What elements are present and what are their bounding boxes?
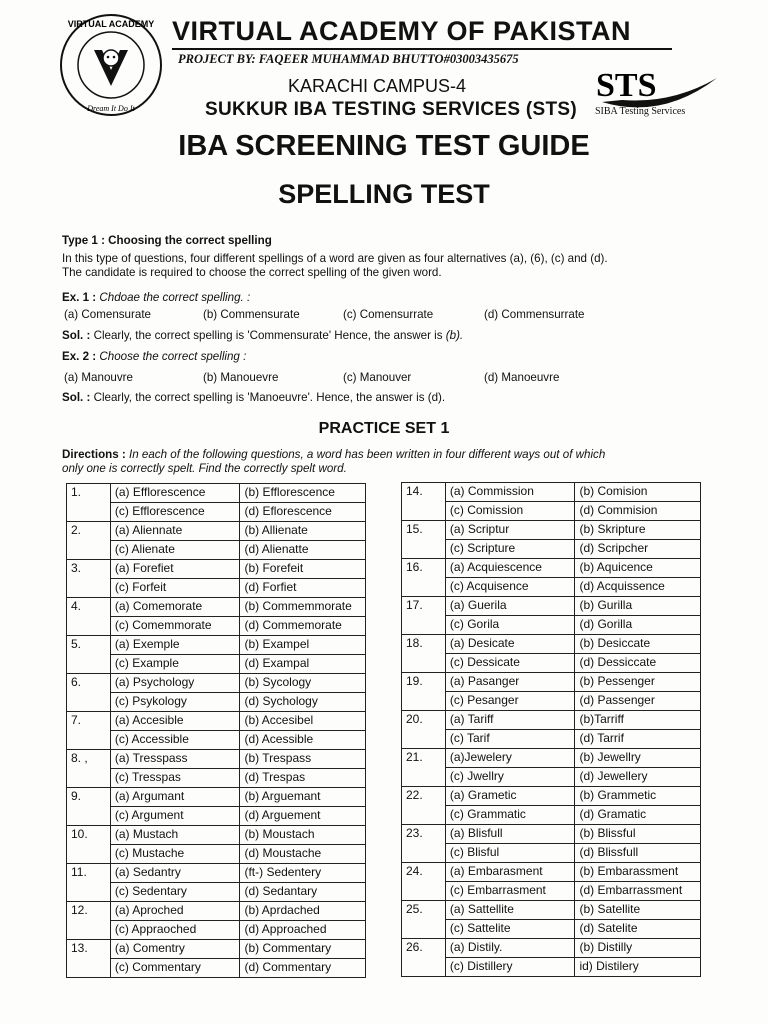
option-a: (a)Jewelery bbox=[445, 749, 575, 768]
question-row bbox=[67, 902, 366, 921]
option-a: (a) Comemorate bbox=[110, 598, 240, 617]
option-b: (b) Trespass bbox=[240, 750, 366, 769]
option-c: (c) Mustache bbox=[110, 845, 240, 864]
option-b: (b) Pessenger bbox=[575, 673, 701, 692]
option-d: (d) Jewellery bbox=[575, 768, 701, 787]
option-c: (c) Pesanger bbox=[445, 692, 575, 711]
option-c: (c) Embarrasment bbox=[445, 882, 575, 901]
academy-logo bbox=[58, 12, 164, 118]
question-row bbox=[402, 844, 701, 863]
question-row bbox=[67, 769, 366, 788]
option-b: (b) Aquicence bbox=[575, 559, 701, 578]
option-c: (c) Commentary bbox=[110, 959, 240, 978]
question-number: 14. bbox=[402, 483, 446, 521]
option-a: (a) Tresspass bbox=[110, 750, 240, 769]
question-number: 10. bbox=[67, 826, 111, 864]
question-row bbox=[402, 673, 701, 692]
example2-option-c: (c) Manouver bbox=[343, 371, 412, 384]
question-number: 11. bbox=[67, 864, 111, 902]
question-row bbox=[402, 711, 701, 730]
question-number: 9. bbox=[67, 788, 111, 826]
option-a: (a) Forefiet bbox=[110, 560, 240, 579]
solution1-answer: (b). bbox=[445, 329, 464, 342]
option-a: (a) Aliennate bbox=[110, 522, 240, 541]
option-b: (b) Aprdached bbox=[240, 902, 366, 921]
directions-line2: only one is correctly spelt. Find the correctly spelt word. bbox=[62, 462, 347, 475]
option-b: (b) Allienate bbox=[240, 522, 366, 541]
question-row bbox=[402, 958, 701, 977]
solution1-text: Clearly, the correct spelling is 'Commensurate' Hence, the answer is bbox=[93, 329, 443, 342]
option-a: (a) Sattellite bbox=[445, 901, 575, 920]
option-d: (d) Acquissence bbox=[575, 578, 701, 597]
option-d: (d) Sychology bbox=[240, 693, 366, 712]
question-number: 2. bbox=[67, 522, 111, 560]
question-row bbox=[67, 636, 366, 655]
sts-subtitle: SIBA Testing Services bbox=[595, 106, 686, 117]
option-a: (a) Aproched bbox=[110, 902, 240, 921]
guide-title: IBA SCREENING TEST GUIDE bbox=[178, 130, 590, 162]
question-row bbox=[67, 845, 366, 864]
practice-set-title: PRACTICE SET 1 bbox=[318, 420, 450, 437]
option-c: (c) Forfeit bbox=[110, 579, 240, 598]
question-row bbox=[402, 616, 701, 635]
option-a: (a) Sedantry bbox=[110, 864, 240, 883]
question-number: 22. bbox=[402, 787, 446, 825]
option-c: (c) Grammatic bbox=[445, 806, 575, 825]
option-b: (b) Accesibel bbox=[240, 712, 366, 731]
option-b: (b) Blissful bbox=[575, 825, 701, 844]
option-d: (d) Satelite bbox=[575, 920, 701, 939]
example1-option-b: (b) Commensurate bbox=[203, 308, 300, 321]
question-row bbox=[67, 883, 366, 902]
option-a: (a) Argumant bbox=[110, 788, 240, 807]
question-number: 23. bbox=[402, 825, 446, 863]
example1-option-d: (d) Commensurrate bbox=[484, 308, 585, 321]
option-d: (d) Gramatic bbox=[575, 806, 701, 825]
option-c: (c) Dessicate bbox=[445, 654, 575, 673]
question-row bbox=[402, 882, 701, 901]
example2-option-d: (d) Manoeuvre bbox=[484, 371, 560, 384]
option-b: (b) Arguemant bbox=[240, 788, 366, 807]
project-credit: PROJECT BY: FAQEER MUHAMMAD BHUTTO#03003435675 bbox=[178, 52, 519, 66]
question-number: 13. bbox=[67, 940, 111, 978]
option-a: (a) Mustach bbox=[110, 826, 240, 845]
option-d: (d) Sedantary bbox=[240, 883, 366, 902]
option-d: (d) Moustache bbox=[240, 845, 366, 864]
option-c: (c) Jwellry bbox=[445, 768, 575, 787]
option-b: (b) Distilly bbox=[575, 939, 701, 958]
option-a: (a) Guerila bbox=[445, 597, 575, 616]
question-row bbox=[402, 692, 701, 711]
example2-option-a: (a) Manouvre bbox=[64, 371, 133, 384]
option-c: (c) Psykology bbox=[110, 693, 240, 712]
option-d: (d) Gorilla bbox=[575, 616, 701, 635]
option-b: (b) Embarassment bbox=[575, 863, 701, 882]
logo-text-top: VIRTUAL ACADEMY bbox=[67, 19, 155, 29]
option-d: (d) Commision bbox=[575, 502, 701, 521]
testing-service-name: SUKKUR IBA TESTING SERVICES (STS) bbox=[205, 99, 577, 120]
option-d: id) Distilery bbox=[575, 958, 701, 977]
option-b: (b) Desiccate bbox=[575, 635, 701, 654]
question-row bbox=[67, 750, 366, 769]
question-number: 24. bbox=[402, 863, 446, 901]
sts-logo-text: STS bbox=[596, 67, 657, 104]
example1-option-a: (a) Comensurate bbox=[64, 308, 151, 321]
option-a: (a) Embarasment bbox=[445, 863, 575, 882]
question-row bbox=[402, 749, 701, 768]
question-row bbox=[402, 768, 701, 787]
directions-text1: In each of the following questions, a word has been written in four different ways out of which bbox=[129, 448, 606, 461]
question-row bbox=[67, 712, 366, 731]
option-c: (c) Blisful bbox=[445, 844, 575, 863]
question-row bbox=[67, 731, 366, 750]
question-number: 18. bbox=[402, 635, 446, 673]
option-d: (d) Dessiccate bbox=[575, 654, 701, 673]
campus-name: KARACHI CAMPUS-4 bbox=[288, 76, 467, 96]
option-c: (c) Efflorescence bbox=[110, 503, 240, 522]
directions-line1 bbox=[62, 448, 605, 461]
option-a: (a) Commission bbox=[445, 483, 575, 502]
option-c: (c) Comemmorate bbox=[110, 617, 240, 636]
question-number: 25. bbox=[402, 901, 446, 939]
question-row bbox=[402, 521, 701, 540]
option-b: (b) Exampel bbox=[240, 636, 366, 655]
question-row bbox=[67, 522, 366, 541]
option-a: (a) Distily. bbox=[445, 939, 575, 958]
example2-option-b: (b) Manouevre bbox=[203, 371, 279, 384]
question-number: 5. bbox=[67, 636, 111, 674]
question-number: 3. bbox=[67, 560, 111, 598]
option-d: (d) Trespas bbox=[240, 769, 366, 788]
example1-label: Ex. 1 : bbox=[62, 291, 97, 304]
question-number: 12. bbox=[67, 902, 111, 940]
question-number: 6. bbox=[67, 674, 111, 712]
solution2-label: Sol. : bbox=[62, 391, 91, 404]
example2-label: Ex. 2 : bbox=[62, 350, 97, 363]
question-row bbox=[402, 787, 701, 806]
option-c: (c) Scripture bbox=[445, 540, 575, 559]
option-a: (a) Scriptur bbox=[445, 521, 575, 540]
option-a: (a) Blisfull bbox=[445, 825, 575, 844]
option-a: (a) Tariff bbox=[445, 711, 575, 730]
option-d: (d) Commentary bbox=[240, 959, 366, 978]
question-number: 17. bbox=[402, 597, 446, 635]
option-c: (c) Sattelite bbox=[445, 920, 575, 939]
question-row bbox=[67, 560, 366, 579]
question-row bbox=[67, 655, 366, 674]
option-c: (c) Gorila bbox=[445, 616, 575, 635]
question-row bbox=[402, 540, 701, 559]
option-a: (a) Grametic bbox=[445, 787, 575, 806]
question-row bbox=[402, 483, 701, 502]
option-c: (c) Sedentary bbox=[110, 883, 240, 902]
practice-table-left bbox=[66, 483, 366, 978]
question-row bbox=[67, 693, 366, 712]
question-row bbox=[402, 901, 701, 920]
option-a: (a) Comentry bbox=[110, 940, 240, 959]
question-row bbox=[402, 635, 701, 654]
option-b: (b) Sycology bbox=[240, 674, 366, 693]
type1-description-line2: The candidate is required to choose the correct spelling of the given word. bbox=[62, 266, 442, 279]
question-row bbox=[402, 502, 701, 521]
question-row bbox=[67, 484, 366, 503]
option-c: (c) Example bbox=[110, 655, 240, 674]
question-row bbox=[402, 559, 701, 578]
example1-prompt bbox=[62, 291, 250, 304]
question-number: 16. bbox=[402, 559, 446, 597]
option-c: (c) Argument bbox=[110, 807, 240, 826]
option-b: (b) Satellite bbox=[575, 901, 701, 920]
question-row bbox=[67, 959, 366, 978]
option-a: (a) Desicate bbox=[445, 635, 575, 654]
logo-text-bottom: Dream It Do It bbox=[87, 104, 135, 113]
option-d: (d) Blissfull bbox=[575, 844, 701, 863]
question-row bbox=[402, 730, 701, 749]
option-d: (d) Acessible bbox=[240, 731, 366, 750]
question-number: 20. bbox=[402, 711, 446, 749]
option-b: (ft-) Sedentery bbox=[240, 864, 366, 883]
option-b: (b) Efflorescence bbox=[240, 484, 366, 503]
example2-prompt-text: Choose the correct spelling : bbox=[99, 350, 247, 363]
option-c: (c) Tresspas bbox=[110, 769, 240, 788]
option-a: (a) Efflorescence bbox=[110, 484, 240, 503]
example1-option-c: (c) Comensurrate bbox=[343, 308, 434, 321]
example1-prompt-text: Chdoae the correct spelling. : bbox=[99, 291, 251, 304]
type1-description-line1: In this type of questions, four different spellings of a word are given as four alternatives (a), (6), (c) and (d). bbox=[62, 252, 608, 265]
option-c: (c) Comission bbox=[445, 502, 575, 521]
option-d: (d) Passenger bbox=[575, 692, 701, 711]
option-b: (b) Commemmorate bbox=[240, 598, 366, 617]
question-number: 21. bbox=[402, 749, 446, 787]
option-a: (a) Accesible bbox=[110, 712, 240, 731]
type1-heading: Type 1 : Choosing the correct spelling bbox=[62, 234, 272, 247]
question-row bbox=[67, 579, 366, 598]
option-d: (d) Embarrassment bbox=[575, 882, 701, 901]
question-row bbox=[402, 654, 701, 673]
question-row bbox=[67, 788, 366, 807]
option-c: (c) Tarif bbox=[445, 730, 575, 749]
header-divider bbox=[172, 48, 672, 50]
question-row bbox=[67, 503, 366, 522]
question-row bbox=[402, 920, 701, 939]
organization-name: VIRTUAL ACADEMY OF PAKISTAN bbox=[172, 16, 632, 46]
question-row bbox=[402, 939, 701, 958]
option-d: (d) Exampal bbox=[240, 655, 366, 674]
option-d: (d) Scripcher bbox=[575, 540, 701, 559]
option-b: (b) Comision bbox=[575, 483, 701, 502]
question-row bbox=[67, 598, 366, 617]
question-row bbox=[67, 921, 366, 940]
option-d: (d) Forfiet bbox=[240, 579, 366, 598]
option-b: (b) Gurilla bbox=[575, 597, 701, 616]
question-row bbox=[67, 807, 366, 826]
question-number: 4. bbox=[67, 598, 111, 636]
option-d: (d) Arguement bbox=[240, 807, 366, 826]
option-b: (b) Skripture bbox=[575, 521, 701, 540]
question-row bbox=[67, 674, 366, 693]
option-a: (a) Psychology bbox=[110, 674, 240, 693]
option-a: (a) Pasanger bbox=[445, 673, 575, 692]
question-row bbox=[67, 826, 366, 845]
directions-label: Directions : bbox=[62, 448, 126, 461]
question-row bbox=[67, 864, 366, 883]
question-row bbox=[402, 806, 701, 825]
option-b: (b) Forefeit bbox=[240, 560, 366, 579]
question-number: 26. bbox=[402, 939, 446, 977]
option-b: (b) Jewellry bbox=[575, 749, 701, 768]
question-number: 19. bbox=[402, 673, 446, 711]
option-b: (b)Tarriff bbox=[575, 711, 701, 730]
section-title: SPELLING TEST bbox=[278, 179, 490, 209]
option-c: (c) Accessible bbox=[110, 731, 240, 750]
solution1-label: Sol. : bbox=[62, 329, 91, 342]
example2-prompt bbox=[62, 350, 246, 363]
question-number: 8. , bbox=[67, 750, 111, 788]
option-d: (d) Commemorate bbox=[240, 617, 366, 636]
question-row bbox=[402, 578, 701, 597]
practice-table-right bbox=[401, 482, 701, 977]
question-row bbox=[402, 825, 701, 844]
example2-solution bbox=[62, 391, 445, 404]
option-c: (c) Distillery bbox=[445, 958, 575, 977]
option-d: (d) Approached bbox=[240, 921, 366, 940]
question-number: 15. bbox=[402, 521, 446, 559]
option-b: (b) Commentary bbox=[240, 940, 366, 959]
question-row bbox=[67, 940, 366, 959]
question-row bbox=[67, 541, 366, 560]
option-d: (d) Tarrif bbox=[575, 730, 701, 749]
option-a: (a) Acquiescence bbox=[445, 559, 575, 578]
question-row bbox=[402, 597, 701, 616]
question-number: 1. bbox=[67, 484, 111, 522]
question-row bbox=[402, 863, 701, 882]
option-d: (d) Eflorescence bbox=[240, 503, 366, 522]
option-c: (c) Appraoched bbox=[110, 921, 240, 940]
option-b: (b) Moustach bbox=[240, 826, 366, 845]
option-a: (a) Exemple bbox=[110, 636, 240, 655]
option-c: (c) Acquisence bbox=[445, 578, 575, 597]
question-number: 7. bbox=[67, 712, 111, 750]
option-b: (b) Grammetic bbox=[575, 787, 701, 806]
option-c: (c) Alienate bbox=[110, 541, 240, 560]
question-row bbox=[67, 617, 366, 636]
example1-solution bbox=[62, 329, 463, 342]
solution2-text: Clearly, the correct spelling is 'Manoeuvre'. Hence, the answer is (d). bbox=[93, 391, 446, 404]
option-d: (d) Alienatte bbox=[240, 541, 366, 560]
